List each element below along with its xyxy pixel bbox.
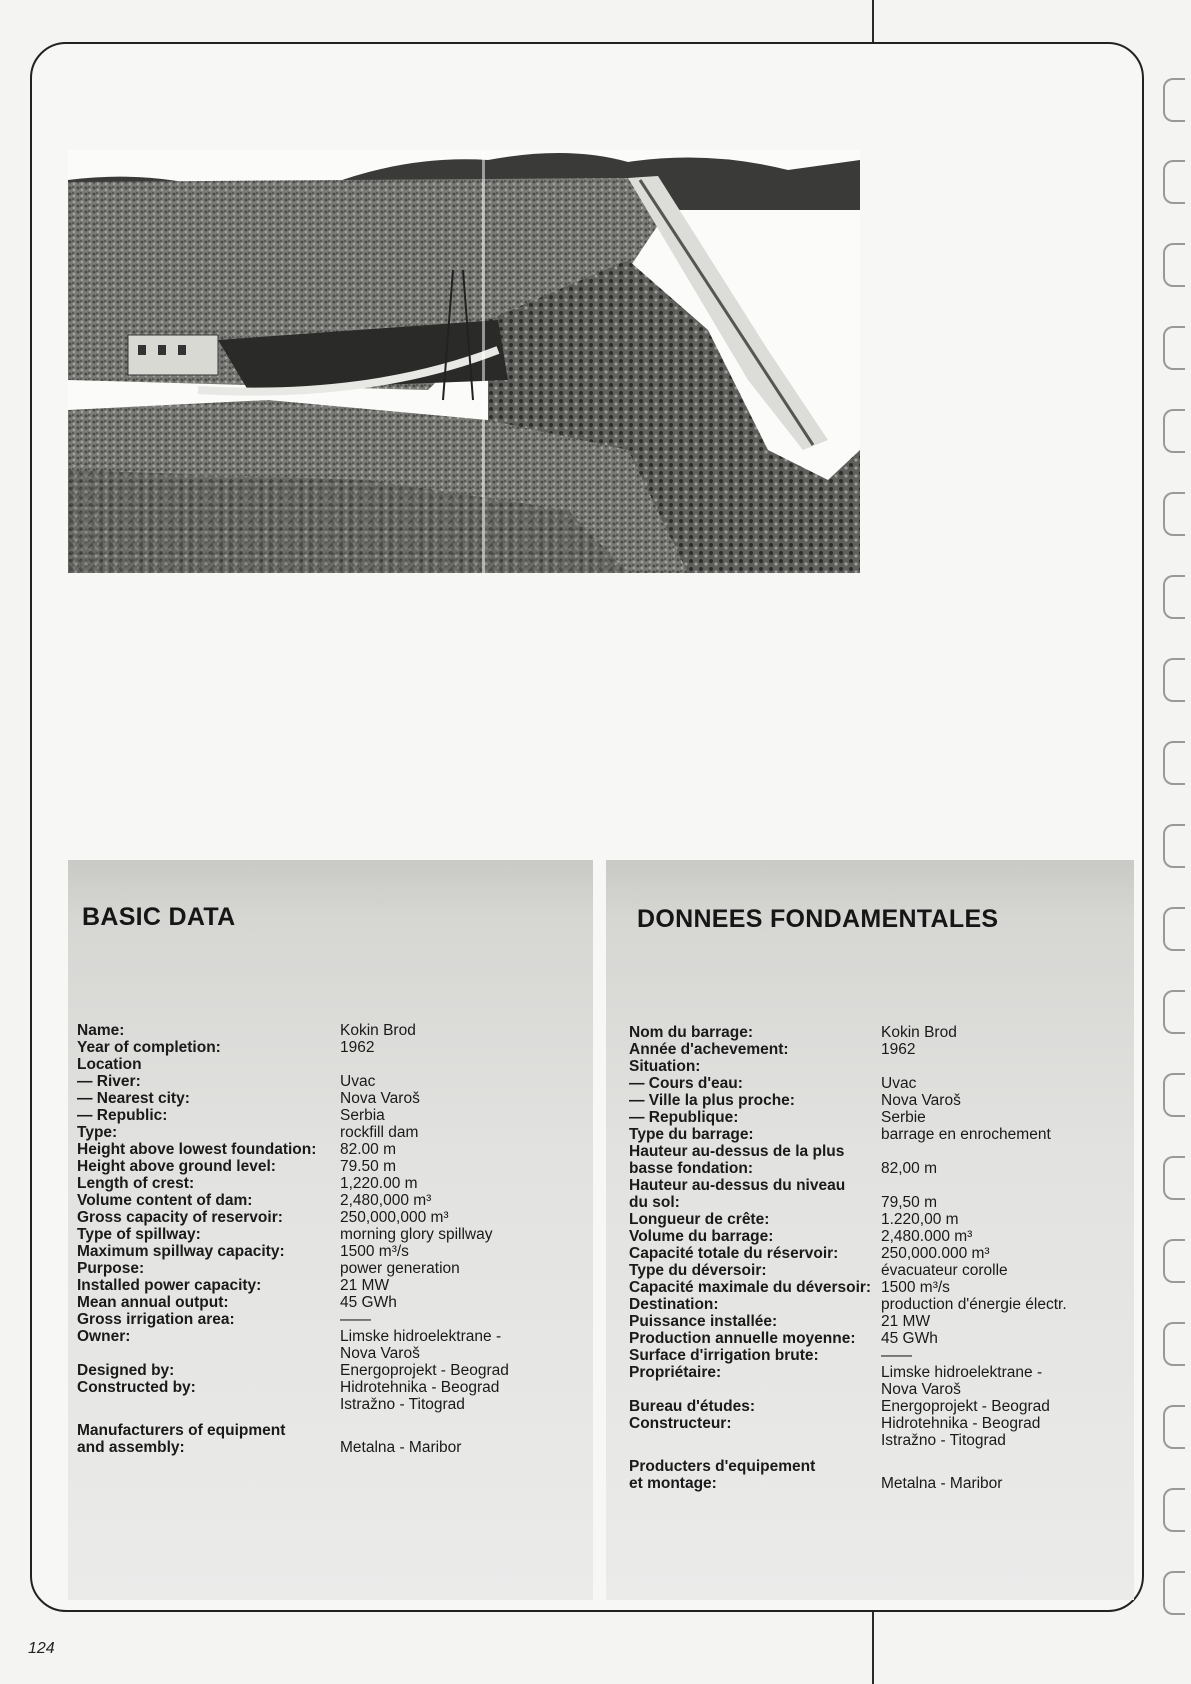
binder-ring — [1163, 575, 1185, 619]
field-label: — Nearest city: — [77, 1090, 190, 1107]
field-label: Longueur de crête: — [629, 1211, 770, 1228]
field-label: Gross capacity of reservoir: — [77, 1209, 283, 1226]
field-label: Constructeur: — [629, 1415, 732, 1432]
field-label: Owner: — [77, 1328, 131, 1345]
binder-ring — [1163, 1571, 1185, 1615]
binder-ring — [1163, 326, 1185, 370]
field-value: morning glory spillway — [340, 1226, 493, 1243]
field-label: Surface d'irrigation brute: — [629, 1347, 819, 1364]
field-value: 250,000,000 m³ — [340, 1209, 449, 1226]
binder-ring — [1163, 990, 1185, 1034]
field-value: 2,480,000 m³ — [340, 1192, 432, 1209]
field-value: Energoprojekt - Beograd — [881, 1398, 1050, 1415]
field-value: 45 GWh — [340, 1294, 397, 1311]
field-value: Nova Varoš — [881, 1092, 961, 1109]
field-value: 2,480.000 m³ — [881, 1228, 973, 1245]
binder-ring — [1163, 78, 1185, 122]
binder-ring — [1163, 1156, 1185, 1200]
field-value: Serbia — [340, 1107, 385, 1124]
field-value: 79,50 m — [881, 1194, 938, 1211]
field-value: Kokin Brod — [340, 1022, 416, 1039]
field-label: Name: — [77, 1022, 125, 1039]
field-value: Energoprojekt - Beograd — [340, 1362, 509, 1379]
field-label: Capacité totale du réservoir: — [629, 1245, 839, 1262]
field-label: Year of completion: — [77, 1039, 221, 1056]
field-label: Gross irrigation area: — [77, 1311, 235, 1328]
binder-ring — [1163, 907, 1185, 951]
field-label: Bureau d'études: — [629, 1398, 755, 1415]
field-label: Type du déversoir: — [629, 1262, 767, 1279]
field-value: Nova Varoš — [340, 1345, 420, 1362]
binder-ring — [1163, 492, 1185, 536]
field-value: Limske hidroelektrane - — [881, 1364, 1043, 1381]
field-label: Maximum spillway capacity: — [77, 1243, 285, 1260]
field-value: 1500 m³/s — [340, 1243, 409, 1260]
binder-ring — [1163, 243, 1185, 287]
field-label: Destination: — [629, 1296, 719, 1313]
field-label: Hauteur au-dessus du niveau — [629, 1177, 846, 1194]
field-label: — Republic: — [77, 1107, 168, 1124]
field-label: Length of crest: — [77, 1175, 195, 1192]
field-value: Uvac — [881, 1075, 917, 1092]
field-label: — Republique: — [629, 1109, 739, 1126]
field-value: 250,000.000 m³ — [881, 1245, 990, 1262]
binder-ring — [1163, 1073, 1185, 1117]
field-value: 21 MW — [340, 1277, 390, 1294]
field-label: Height above lowest foundation: — [77, 1141, 317, 1158]
field-value: Istražno - Titograd — [881, 1432, 1006, 1449]
field-label: Constructed by: — [77, 1379, 196, 1396]
field-label: Propriétaire: — [629, 1364, 722, 1381]
field-label: Hauteur au-dessus de la plus — [629, 1143, 845, 1160]
field-value: power generation — [340, 1260, 460, 1277]
field-value: Hidrotehnika - Beograd — [881, 1415, 1041, 1432]
binder-ring — [1163, 1405, 1185, 1449]
field-value: 79.50 m — [340, 1158, 397, 1175]
page-number: 124 — [28, 1640, 55, 1657]
field-label: Height above ground level: — [77, 1158, 276, 1175]
field-label: and assembly: — [77, 1439, 185, 1456]
field-label: Capacité maximale du déversoir: — [629, 1279, 872, 1296]
field-value: 82.00 m — [340, 1141, 397, 1158]
donnees-fondamentales-heading: DONNEES FONDAMENTALES — [637, 905, 999, 933]
field-value: Metalna - Maribor — [881, 1475, 1003, 1492]
field-label: Volume content of dam: — [77, 1192, 253, 1209]
field-value: Istražno - Titograd — [340, 1396, 465, 1413]
field-value: 1962 — [340, 1039, 375, 1056]
binder-ring — [1163, 658, 1185, 702]
binder-ring — [1163, 1488, 1185, 1532]
field-label: Manufacturers of equipment — [77, 1422, 286, 1439]
field-label: Mean annual output: — [77, 1294, 229, 1311]
binder-ring — [1163, 1239, 1185, 1283]
field-value: 82,00 m — [881, 1160, 938, 1177]
field-value: —— — [881, 1347, 912, 1364]
field-value: Metalna - Maribor — [340, 1439, 462, 1456]
dam-photo — [68, 150, 860, 573]
field-label: Type: — [77, 1124, 118, 1141]
binder-ring — [1163, 409, 1185, 453]
field-value: Kokin Brod — [881, 1024, 957, 1041]
field-value: 1500 m³/s — [881, 1279, 950, 1296]
field-label: Volume du barrage: — [629, 1228, 774, 1245]
field-value: 21 MW — [881, 1313, 931, 1330]
field-label: — Cours d'eau: — [629, 1075, 743, 1092]
field-value: rockfill dam — [340, 1124, 419, 1141]
field-label: Location — [77, 1056, 142, 1073]
field-label: — River: — [77, 1073, 141, 1090]
field-label: du sol: — [629, 1194, 680, 1211]
field-value: barrage en enrochement — [881, 1126, 1051, 1143]
field-value: 45 GWh — [881, 1330, 938, 1347]
field-value: 1.220,00 m — [881, 1211, 959, 1228]
binder-ring — [1163, 741, 1185, 785]
field-value: 1,220.00 m — [340, 1175, 418, 1192]
field-value: Limske hidroelektrane - — [340, 1328, 502, 1345]
field-value: 1962 — [881, 1041, 916, 1058]
field-label: Producters d'equipement — [629, 1458, 816, 1475]
field-label: Installed power capacity: — [77, 1277, 262, 1294]
field-value: Nova Varoš — [340, 1090, 420, 1107]
field-value: —— — [340, 1311, 371, 1328]
binder-ring — [1163, 1322, 1185, 1366]
field-label: Type du barrage: — [629, 1126, 754, 1143]
field-label: Puissance installée: — [629, 1313, 778, 1330]
field-label: et montage: — [629, 1475, 717, 1492]
field-value: Uvac — [340, 1073, 376, 1090]
field-label: Situation: — [629, 1058, 701, 1075]
field-value: production d'énergie électr. — [881, 1296, 1067, 1313]
field-value: évacuateur corolle — [881, 1262, 1008, 1279]
field-label: Type of spillway: — [77, 1226, 201, 1243]
field-value: Hidrotehnika - Beograd — [340, 1379, 500, 1396]
field-label: — Ville la plus proche: — [629, 1092, 795, 1109]
field-label: Designed by: — [77, 1362, 175, 1379]
basic-data-heading: BASIC DATA — [82, 903, 236, 931]
field-label: Purpose: — [77, 1260, 145, 1277]
field-label: Production annuelle moyenne: — [629, 1330, 856, 1347]
field-label: Nom du barrage: — [629, 1024, 754, 1041]
binder-ring — [1163, 160, 1185, 204]
field-value: Serbie — [881, 1109, 926, 1126]
binder-ring — [1163, 824, 1185, 868]
field-label: basse fondation: — [629, 1160, 754, 1177]
field-label: Année d'achevement: — [629, 1041, 789, 1058]
field-value: Nova Varoš — [881, 1381, 961, 1398]
